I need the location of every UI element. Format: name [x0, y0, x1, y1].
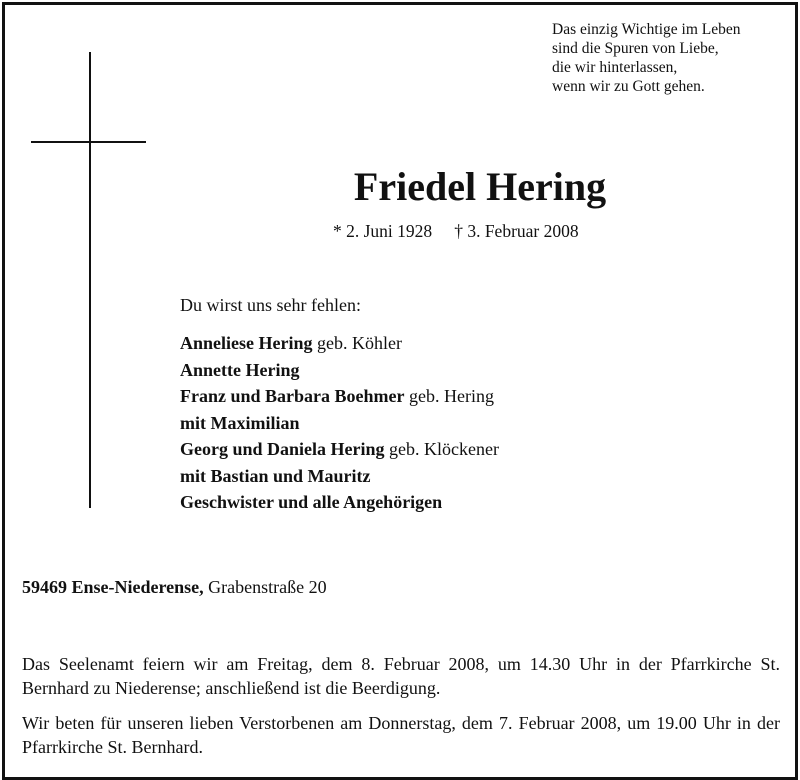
- quote-line: sind die Spuren von Liebe,: [552, 40, 719, 57]
- address-street: Grabenstraße 20: [203, 577, 327, 597]
- service-info-paragraph: Das Seelenamt feiern wir am Freitag, dem 8. Februar 2008, um 14.30 Uhr in der Pfarrkirche St. Bernhard zu Niederense; anschließend ist die Beerdigung.: [22, 654, 780, 698]
- cross-icon-horizontal: [31, 141, 146, 143]
- address-city: 59469 Ense-Niederense,: [22, 577, 204, 597]
- mourner-row: [180, 463, 499, 490]
- mourner-row: [180, 330, 499, 357]
- mourner-row: [180, 410, 499, 437]
- death-date: † 3. Februar 2008: [454, 221, 579, 241]
- mourners-intro: Du wirst uns sehr fehlen:: [180, 295, 361, 315]
- mourner-name: Geschwister und alle Angehörigen: [180, 492, 443, 512]
- mourner-note: geb. Klöckener: [384, 439, 499, 459]
- mourner-name: Annette Hering: [180, 359, 300, 380]
- mourner-note: geb. Köhler: [312, 333, 402, 353]
- mourner-row: [180, 383, 499, 410]
- quote-line: Das einzig Wichtige im Leben: [552, 21, 741, 38]
- quote: [552, 20, 782, 96]
- mourner-name: mit Bastian und Mauritz: [180, 465, 371, 486]
- quote-line: wenn wir zu Gott gehen.: [552, 78, 705, 95]
- life-dates: [333, 221, 579, 242]
- mourner-note: geb. Hering: [404, 386, 494, 406]
- mourner-row: [180, 436, 499, 463]
- deceased-name: Friedel Hering: [353, 164, 607, 209]
- mourner-name: Anneliese Hering: [180, 333, 313, 353]
- mourner-name: Georg und Daniela Hering: [180, 439, 385, 459]
- prayer-info-paragraph: Wir beten für unseren lieben Verstorbenen am Donnerstag, dem 7. Februar 2008, um 19.00 Uhr in der Pfarrkirche St. Bernhard.: [22, 713, 780, 757]
- mourners-list: [180, 330, 499, 516]
- address: [22, 577, 327, 598]
- cross-icon-vertical: [89, 52, 91, 508]
- quote-line: die wir hinterlassen,: [552, 59, 678, 76]
- mourner-row: [180, 357, 499, 384]
- mourner-row: [180, 489, 499, 516]
- birth-date: * 2. Juni 1928: [333, 221, 433, 241]
- mourner-name: mit Maximilian: [180, 412, 300, 433]
- mourner-name: Franz und Barbara Boehmer: [180, 386, 405, 406]
